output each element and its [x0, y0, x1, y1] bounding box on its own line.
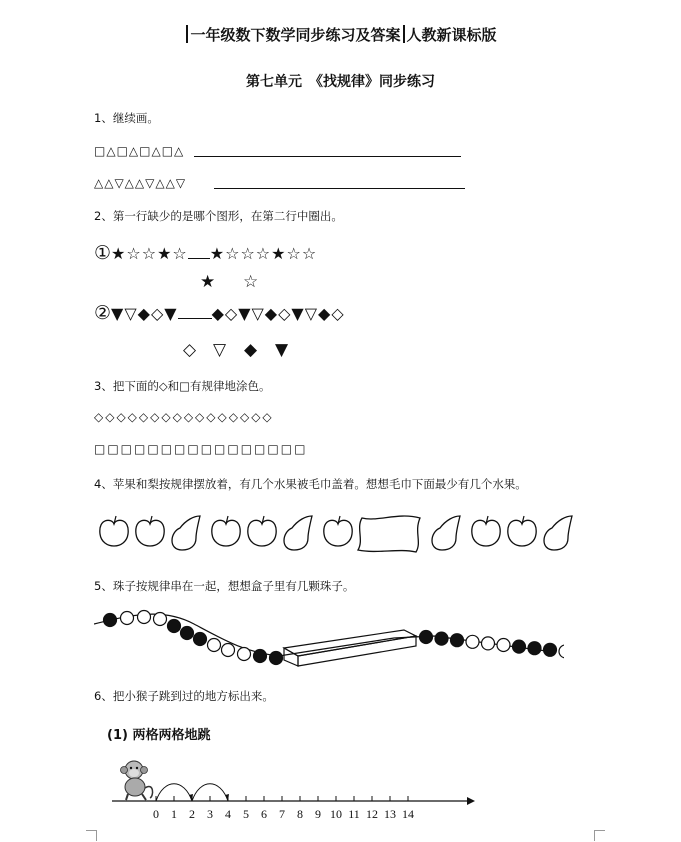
black-bead	[168, 620, 181, 633]
q2-p2-choice-3[interactable]: ◆	[244, 340, 258, 360]
number-line-label[interactable]: 6	[261, 807, 267, 821]
q2-p2-choice-1[interactable]: ◇	[183, 340, 197, 360]
white-bead	[559, 645, 564, 658]
black-bead	[544, 643, 557, 656]
pear-icon	[544, 516, 572, 550]
header-divider	[186, 25, 188, 43]
white-bead	[208, 639, 221, 652]
q2-p1-blank[interactable]	[188, 258, 210, 259]
q1-row1-shapes: □△□△□△□△	[94, 144, 185, 158]
q2-p2-number: ②	[94, 302, 112, 324]
q6-label: 6、把小猴子跳到过的地方标出来。	[94, 689, 274, 703]
number-line-label[interactable]: 3	[207, 807, 213, 821]
white-bead	[466, 635, 479, 648]
q2-p1-choice-2[interactable]: ☆	[243, 272, 259, 292]
corner-mark	[594, 830, 605, 841]
q2-p1-choice-1[interactable]: ★	[200, 272, 216, 292]
white-bead	[138, 611, 151, 624]
white-bead	[238, 648, 251, 661]
white-bead	[482, 637, 495, 650]
number-line-label[interactable]: 12	[366, 807, 378, 821]
number-line-label[interactable]: 4	[225, 807, 231, 821]
number-line-label[interactable]: 2	[189, 807, 195, 821]
q2-p2-right: ◆◇▼▽◆◇▼▽◆◇	[211, 304, 345, 323]
page-title: 第七单元 《找规律》同步练习	[246, 74, 435, 90]
apple-icon	[212, 516, 240, 546]
number-line-label[interactable]: 7	[279, 807, 285, 821]
black-bead	[254, 650, 267, 663]
q2-p2-blank[interactable]	[178, 318, 212, 319]
q5-label: 5、珠子按规律串在一起，想想盒子里有几颗珠子。	[94, 579, 355, 593]
q2-problem2-row	[94, 302, 345, 324]
q1-row1	[94, 144, 184, 158]
apple-icon	[136, 516, 164, 546]
q6-sub-label: (1) 两格两格地跳	[107, 728, 211, 743]
q1-label: 1、继续画。	[94, 111, 159, 125]
number-line-label[interactable]: 5	[243, 807, 249, 821]
black-bead	[181, 627, 194, 640]
header-divider	[403, 25, 405, 43]
q2-label: 2、第一行缺少的是哪个图形，在第二行中圈出。	[94, 209, 343, 223]
black-bead	[270, 652, 283, 665]
q2-p1-right: ★☆☆☆★☆☆	[209, 244, 318, 263]
number-line-arrow	[467, 797, 475, 805]
towel-icon	[358, 516, 420, 552]
q2-p2-left: ▼▽◆◇▼	[111, 304, 178, 323]
white-bead	[497, 639, 510, 652]
q3-label: 3、把下面的◇和□有规律地涂色。	[94, 379, 271, 393]
corner-mark	[86, 830, 97, 841]
header-left-text: 一年级数下数学同步练习及答案	[190, 26, 401, 44]
q1-row2-answer-line[interactable]	[214, 188, 465, 189]
black-bead	[104, 614, 117, 627]
apple-icon	[100, 516, 128, 546]
q2-problem1-row	[94, 242, 317, 264]
q4-fruit-row	[94, 510, 594, 556]
black-bead	[528, 642, 541, 655]
pear-icon	[172, 516, 200, 550]
number-line-label[interactable]: 1	[171, 807, 177, 821]
header-right-text: 人教新课标版	[406, 26, 497, 44]
number-line-label[interactable]: 13	[384, 807, 396, 821]
q4-label: 4、苹果和梨按规律摆放着，有几个水果被毛巾盖着。想想毛巾下面最少有几个水果。	[94, 477, 527, 491]
q2-p2-choice-4[interactable]: ▼	[275, 340, 289, 360]
black-bead	[451, 634, 464, 647]
black-bead	[513, 640, 526, 653]
number-line-label[interactable]: 11	[348, 807, 360, 821]
apple-icon	[472, 516, 500, 546]
q2-p1-number: ①	[94, 242, 112, 264]
number-line-label[interactable]: 8	[297, 807, 303, 821]
monkey-icon	[121, 761, 153, 800]
q6-number-line	[112, 752, 477, 824]
number-line-label[interactable]: 9	[315, 807, 321, 821]
q5-bead-string	[94, 600, 564, 672]
white-bead	[154, 613, 167, 626]
white-bead	[121, 612, 134, 625]
number-line-label[interactable]: 0	[153, 807, 159, 821]
pear-icon	[432, 516, 460, 550]
white-bead	[222, 644, 235, 657]
black-bead	[194, 633, 207, 646]
q3-diamond-row[interactable]: ◇◇◇◇◇◇◇◇◇◇◇◇◇◇◇◇	[94, 410, 274, 424]
number-line-label[interactable]: 10	[330, 807, 342, 821]
q1-row2	[94, 176, 186, 190]
black-bead	[435, 632, 448, 645]
apple-icon	[508, 516, 536, 546]
q2-p1-left: ★☆☆★☆	[111, 244, 188, 263]
bead-box	[284, 630, 416, 666]
q1-row2-shapes: △△▽△△▽△△▽	[94, 176, 187, 190]
page-header	[0, 24, 681, 45]
black-bead	[420, 631, 433, 644]
q2-p2-choice-2[interactable]: ▽	[213, 340, 227, 360]
apple-icon	[324, 516, 352, 546]
pear-icon	[284, 516, 312, 550]
apple-icon	[248, 516, 276, 546]
number-line-label[interactable]: 14	[402, 807, 414, 821]
q1-row1-answer-line[interactable]	[194, 156, 461, 157]
q3-square-row[interactable]: □□□□□□□□□□□□□□□□	[94, 442, 308, 456]
